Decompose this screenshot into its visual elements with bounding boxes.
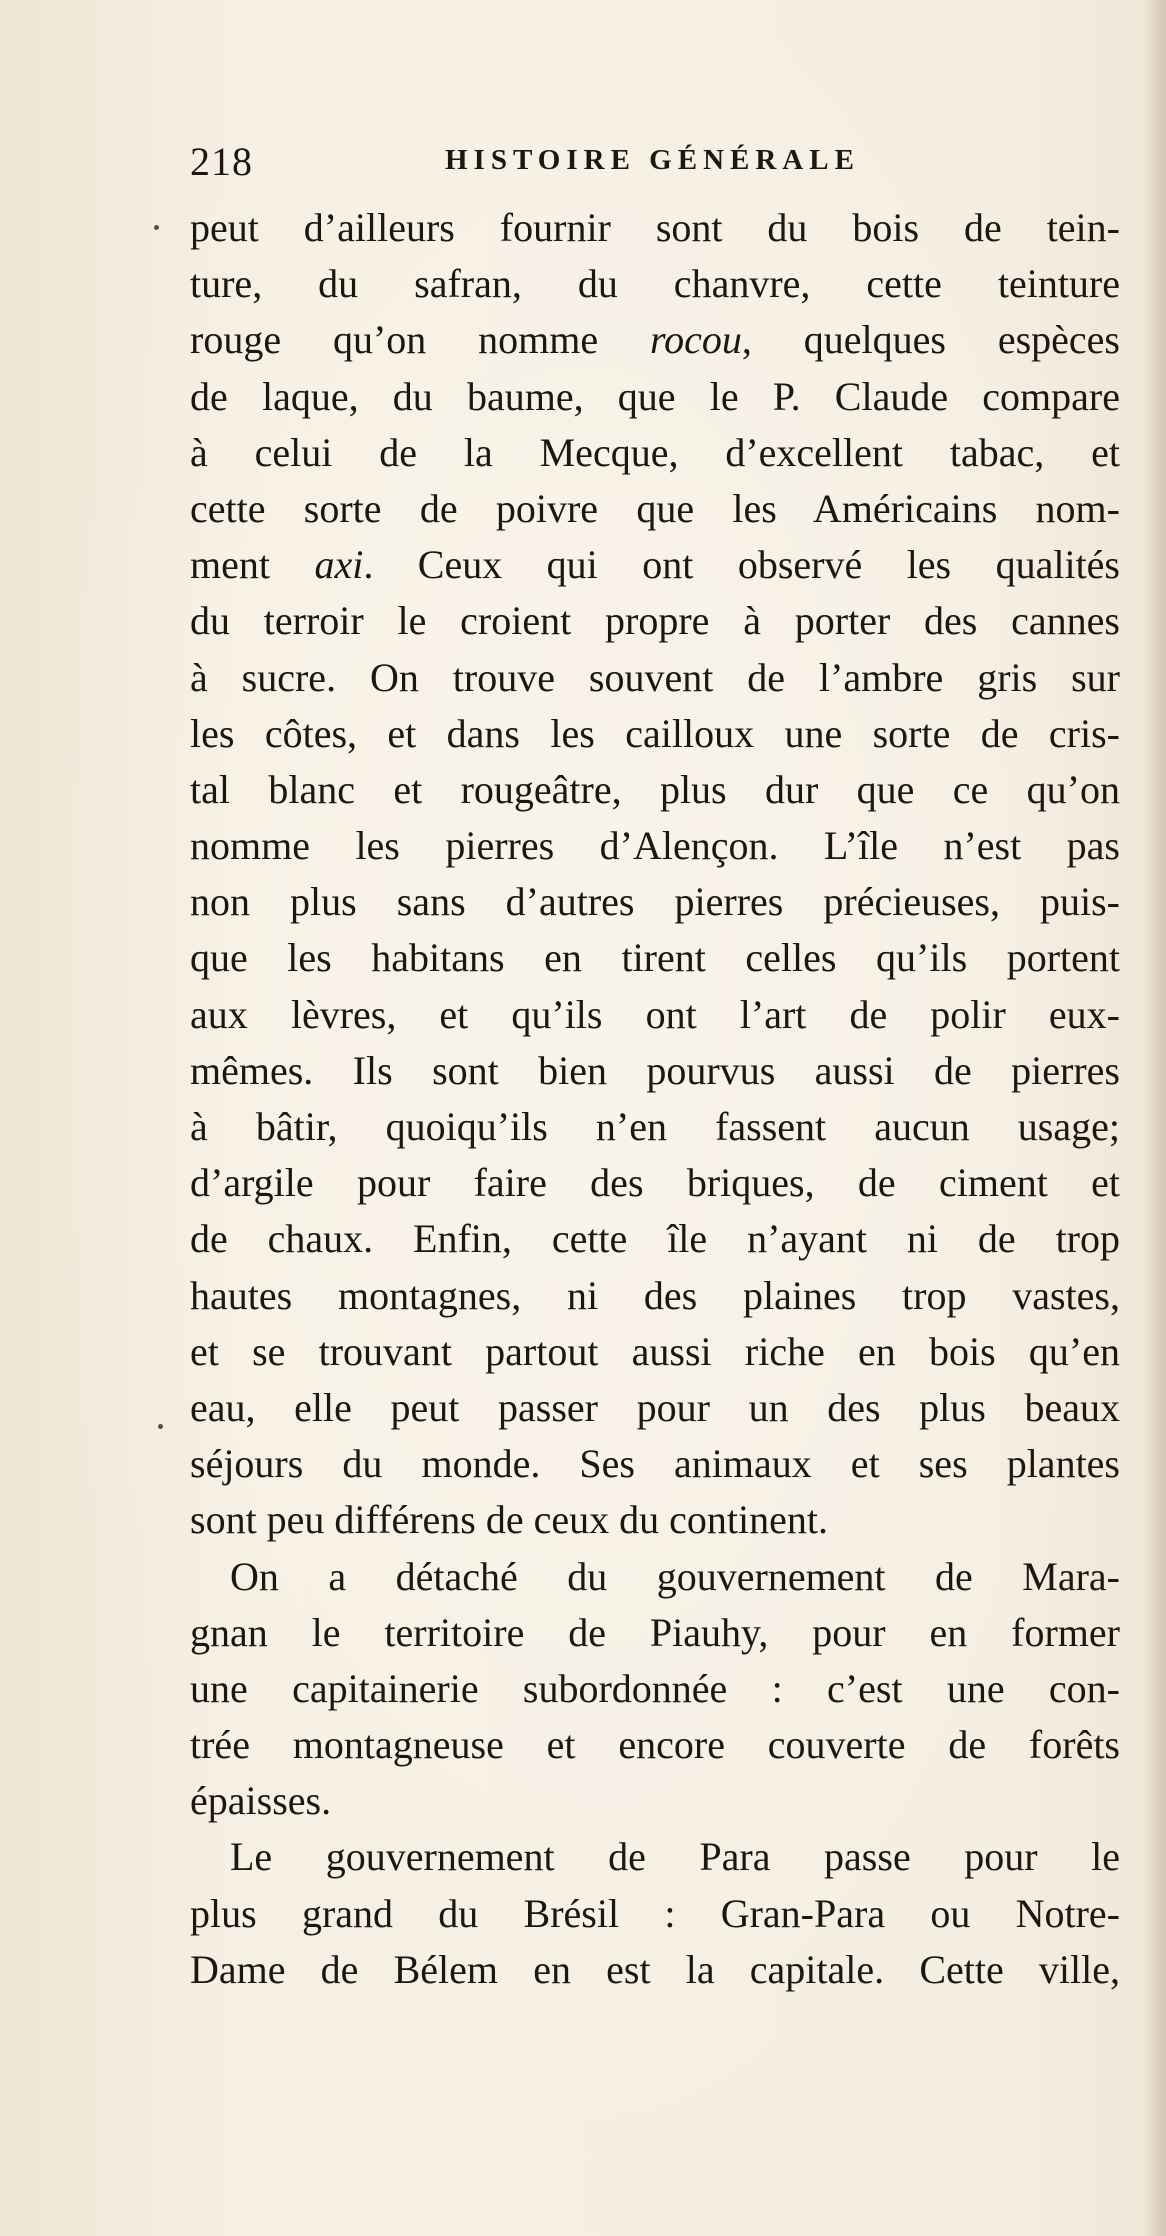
text-line: aux lèvres, et qu’ils ont l’art de polir eux- <box>190 991 1120 1037</box>
text-line: et se trouvant partout aussi riche en bois qu’en <box>190 1328 1120 1374</box>
text-line: Dame de Bélem en est la capitale. Cette ville, <box>190 1946 1120 1992</box>
text-line: de chaux. Enfin, cette île n’ayant ni de trop <box>190 1216 1120 1262</box>
text-line: eau, elle peut passer pour un des plus beaux <box>190 1384 1120 1430</box>
body-text <box>190 200 1120 1998</box>
running-title: HISTOIRE GÉNÉRALE <box>445 144 860 176</box>
text-line: à bâtir, quoiqu’ils n’en fassent aucun usage; <box>190 1104 1120 1149</box>
text-line: à celui de la Mecque, d’excellent tabac, et <box>190 429 1120 475</box>
text-line: rouge qu’on nomme rocou, quelques espèces <box>190 317 1121 363</box>
text-line: cette sorte de poivre que les Américains nom- <box>190 485 1120 531</box>
paragraph <box>190 1829 1120 1998</box>
page-edge-shadow <box>1144 0 1166 2236</box>
ink-speck <box>154 225 159 230</box>
text-line: une capitainerie subordonnée : c’est une con- <box>190 1665 1120 1711</box>
text-line: trée montagneuse et encore couverte de forêts <box>190 1722 1120 1768</box>
running-head <box>190 138 950 188</box>
text-line: On a détaché du gouvernement de Mara- <box>230 1553 1120 1599</box>
text-line: peut d’ailleurs fournir sont du bois de tein- <box>190 205 1120 250</box>
text-line: gnan le territoire de Piauhy, pour en former <box>190 1609 1120 1655</box>
text-line: ture, du safran, du chanvre, cette teinture <box>190 261 1120 307</box>
italic-term: rocou <box>650 317 742 363</box>
text-line: séjours du monde. Ses animaux et ses plantes <box>190 1441 1120 1487</box>
italic-term: axi <box>314 542 364 588</box>
text-line: ment axi. Ceux qui ont observé les qualités <box>190 542 1121 588</box>
text-line: non plus sans d’autres pierres précieuses, puis- <box>190 879 1120 925</box>
paragraph <box>190 200 1120 1549</box>
text-line: plus grand du Brésil : Gran-Para ou Notre- <box>190 1890 1120 1936</box>
text-line: de laque, du baume, que le P. Claude compare <box>190 373 1120 419</box>
text-line: d’argile pour faire des briques, de ciment et <box>190 1160 1120 1206</box>
text-line: hautes montagnes, ni des plaines trop vastes, <box>190 1272 1120 1318</box>
text-line: épaisses. <box>190 1778 332 1824</box>
text-line: nomme les pierres d’Alençon. L’île n’est pas <box>190 823 1120 869</box>
page-number: 218 <box>190 139 253 184</box>
text-line: à sucre. On trouve souvent de l’ambre gris sur <box>190 654 1120 700</box>
paragraph <box>190 1549 1120 1830</box>
text-line: tal blanc et rougeâtre, plus dur que ce qu’on <box>190 766 1120 812</box>
text-line: Le gouvernement de Para passe pour le <box>230 1834 1120 1880</box>
text-line: mêmes. Ils sont bien pourvus aussi de pierres <box>190 1047 1120 1093</box>
text-line: sont peu différens de ceux du continent. <box>190 1497 828 1543</box>
ink-speck <box>158 1424 163 1429</box>
text-line: du terroir le croient propre à porter des cannes <box>190 598 1120 644</box>
text-line: que les habitans en tirent celles qu’ils portent <box>190 935 1120 981</box>
text-line: les côtes, et dans les cailloux une sorte de cris- <box>190 710 1120 756</box>
